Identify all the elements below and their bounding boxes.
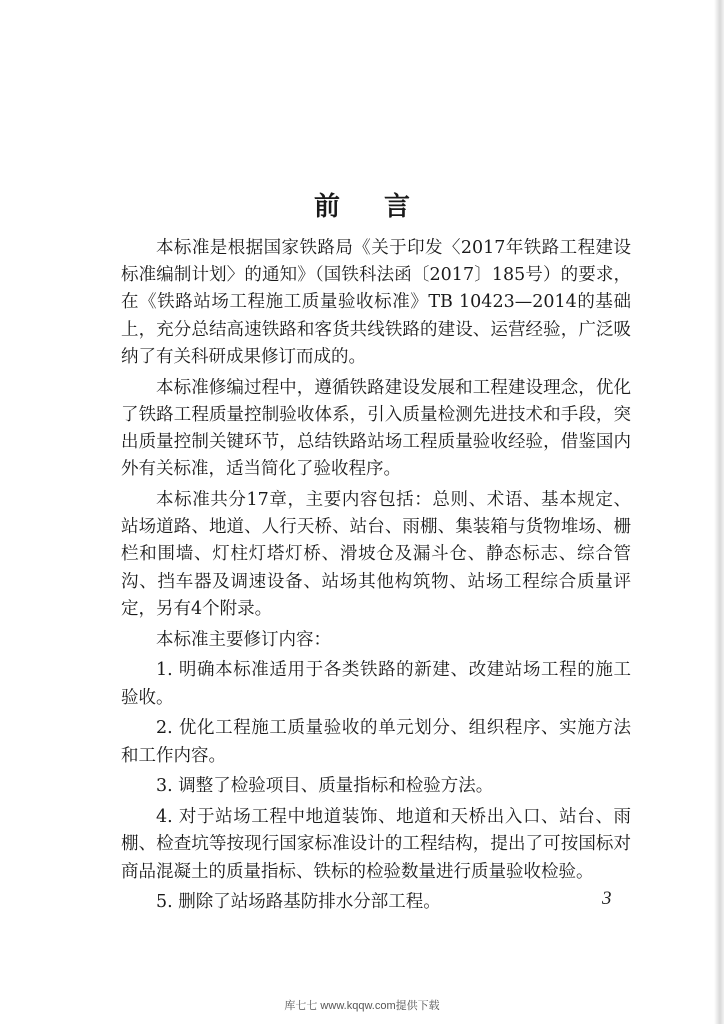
list-item: 3. 调整了检验项目、质量指标和检验方法。	[156, 776, 494, 797]
list-item: 4. 对于站场工程中地道装饰、地道和天桥出入口、站台、雨棚、检查坑等按现行国家标准设计的工程结构，提出了可按国标对商品混凝土的质量指标、铁标的检验数量进行质量验收检验。	[121, 807, 631, 882]
paragraph-contents: 本标准共分17章，主要内容包括：总则、术语、基本规定、站场道路、地道、人行天桥、站台、雨棚、集装箱与货物堆场、栅栏和围墙、灯柱灯塔灯桥、滑坡仓及漏斗仓、静态标志、综合管沟、挡车器及调速设备、站场其他构筑物、站场工程综合质量评定，另有4个附录。	[121, 490, 631, 619]
paragraph-revision-heading: 本标准主要修订内容：	[156, 629, 331, 650]
watermark: 库七七 www.kqqw.com提供下载	[284, 1000, 440, 1012]
page-number: 3	[602, 888, 612, 909]
paragraph-basis: 本标准是根据国家铁路局《关于印发〈2017年铁路工程建设标准编制计划〉的通知》（国铁科法函〔2017〕185号）的要求，在《铁路站场工程施工质量验收标准》TB 10423—2014的基础上，充分总结高速铁路和客货共线铁路的建设、运营经验，广泛吸纳了有关科研成果修订而成的。	[121, 238, 631, 367]
page-edge-shadow	[714, 0, 724, 1024]
paragraph-revision-process: 本标准修编过程中，遵循铁路建设发展和工程建设理念，优化了铁路工程质量控制验收体系，引入质量检测先进技术和手段，突出质量控制关键环节，总结铁路站场工程质量验收经验，借鉴国内外有关标准，适当简化了验收程序。	[121, 377, 631, 480]
list-item: 5. 删除了站场路基防排水分部工程。	[156, 892, 441, 913]
list-item: 1. 明确本标准适用于各类铁路的新建、改建站场工程的施工验收。	[121, 660, 631, 708]
list-item: 2. 优化工程施工质量验收的单元划分、组织程序、实施方法和工作内容。	[121, 718, 631, 766]
body-text	[121, 235, 631, 920]
page-title: 前言	[313, 192, 454, 222]
